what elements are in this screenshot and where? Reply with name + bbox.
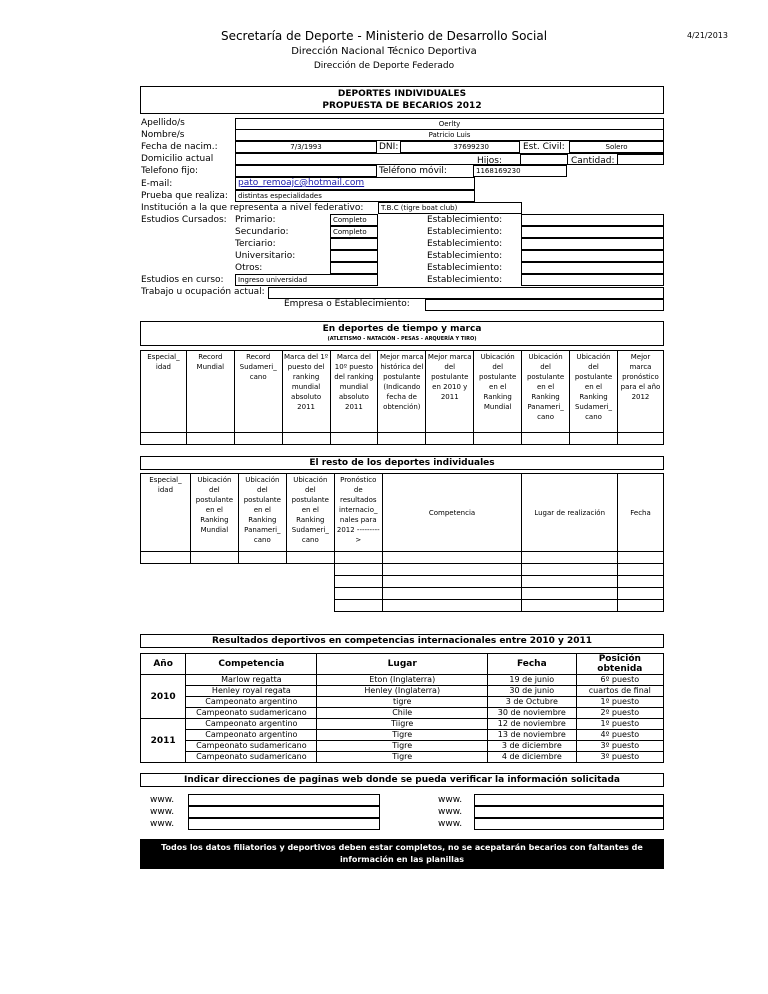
column-header: Competencia <box>186 654 317 675</box>
resto-table <box>140 473 664 612</box>
nombre-field[interactable]: Patricio Luis <box>235 129 664 141</box>
prueba-label: Prueba que realiza: <box>141 191 228 201</box>
estudio-nivel-label: Primario: <box>235 215 276 225</box>
estudio-nivel-label: Universitario: <box>235 251 296 261</box>
telefono-fijo-field[interactable] <box>235 165 377 177</box>
web-url-field[interactable] <box>188 818 380 830</box>
table-row <box>141 433 664 445</box>
table-row: Campeonato sudamericano Chile 30 de noviembre 2º puesto <box>141 708 664 719</box>
column-header: Fecha <box>618 474 664 552</box>
estudio-nivel-field[interactable] <box>330 238 378 250</box>
column-header: Mejor marca del postulante en 2010 y 2011 <box>426 351 474 433</box>
table-row <box>141 564 664 576</box>
tiempo-marca-section <box>140 321 664 346</box>
dni-label: DNI: <box>379 142 399 152</box>
column-header: Ubicación del postulante en el Ranking Sudameri_ cano <box>286 474 334 552</box>
hijos-label: Hijos: <box>477 156 502 166</box>
estado-civil-label: Est. Civil: <box>523 142 565 152</box>
estudios-en-curso-label: Estudios en curso: <box>141 275 224 285</box>
column-header: Especial_ idad <box>141 351 187 433</box>
form-title-line2: PROPUESTA DE BECARIOS 2012 <box>322 101 482 111</box>
empresa-label: Empresa o Establecimiento: <box>284 299 410 309</box>
trabajo-label: Trabajo u ocupación actual: <box>141 287 265 297</box>
establecimiento-field[interactable] <box>521 226 664 238</box>
direction-subtitle: Dirección Nacional Técnico Deportiva <box>291 46 477 57</box>
institucion-field[interactable]: T.B.C (tigre boat club) <box>378 202 522 214</box>
apellido-label: Apellido/s <box>141 118 185 128</box>
table-row: Campeonato argentino Tigre 13 de noviembre 4º puesto <box>141 730 664 741</box>
resto-section-title: El resto de los deportes individuales <box>140 456 664 470</box>
year-cell: 2011 <box>141 719 186 763</box>
tiempo-marca-table <box>140 350 664 445</box>
fecha-nacimiento-label: Fecha de nacim.: <box>141 142 218 152</box>
empresa-field[interactable] <box>425 299 664 311</box>
document-date: 4/21/2013 <box>686 31 728 40</box>
www-prefix: www. <box>150 795 175 805</box>
resultados-section-title: Resultados deportivos en competencias internacionales entre 2010 y 2011 <box>140 634 664 648</box>
column-header: Record Mundial <box>186 351 234 433</box>
estado-civil-field[interactable]: Solero <box>569 141 664 153</box>
column-header: Marca del 1º puesto del ranking mundial absoluto 2011 <box>282 351 330 433</box>
dni-field[interactable]: 37699230 <box>400 141 520 153</box>
establecimiento-field[interactable] <box>521 262 664 274</box>
column-header: Ubicación del postulante en el Ranking Mundial <box>474 351 522 433</box>
column-header: Record Sudameri_ cano <box>234 351 282 433</box>
footer-line2: información en las planillas <box>339 855 465 864</box>
estudio-nivel-field[interactable]: Completo <box>330 214 378 226</box>
estudio-nivel-field[interactable] <box>330 262 378 274</box>
table-row <box>141 576 664 588</box>
table-row: Campeonato sudamericano Tigre 4 de diciembre 3º puesto <box>141 752 664 763</box>
establecimiento-label: Establecimiento: <box>427 263 503 273</box>
estudio-nivel-field[interactable] <box>330 250 378 262</box>
estudio-nivel-label: Terciario: <box>235 239 276 249</box>
column-header: Lugar de realización <box>522 474 618 552</box>
footer-notice <box>140 839 664 869</box>
domicilio-label: Domicilio actual <box>141 154 214 164</box>
estudio-nivel-field[interactable]: Completo <box>330 226 378 238</box>
ministry-title: Secretaría de Deporte - Ministerio de Desarrollo Social <box>220 29 548 43</box>
telefono-movil-field[interactable]: 1168169230 <box>473 165 567 177</box>
web-url-field[interactable] <box>188 794 380 806</box>
form-title-line1: DEPORTES INDIVIDUALES <box>337 89 467 99</box>
prueba-field[interactable]: distintas especialidades <box>235 190 475 202</box>
footer-line1: Todos los datos filiatorios y deportivos deben estar completos, no se acepatarán becarios con faltantes de <box>161 843 643 852</box>
web-url-field[interactable] <box>474 806 664 818</box>
fecha-nacimiento-field[interactable]: 7/3/1993 <box>235 141 377 153</box>
table-row: Campeonato sudamericano Tigre 3 de diciembre 3º puesto <box>141 741 664 752</box>
estudio-nivel-label: Otros: <box>235 263 263 273</box>
column-header: Marca del 10º puesto del ranking mundial absoluto 2011 <box>330 351 378 433</box>
table-row: Campeonato argentino tigre 3 de Octubre 1º puesto <box>141 697 664 708</box>
establecimiento-label: Establecimiento: <box>427 227 503 237</box>
table-row <box>141 552 664 564</box>
year-cell: 2010 <box>141 675 186 719</box>
web-url-field[interactable] <box>474 818 664 830</box>
email-label: E-mail: <box>141 179 173 189</box>
telefono-movil-label: Teléfono móvil: <box>379 166 447 176</box>
cantidad-field[interactable] <box>617 154 664 165</box>
web-section-title: Indicar direcciones de paginas web donde se pueda verificar la información solicitada <box>140 773 664 787</box>
column-header: Mejor marca histórica del postulante (Indicando fecha de obtención) <box>378 351 426 433</box>
establecimiento-field[interactable] <box>521 274 664 286</box>
establecimiento-field[interactable] <box>521 238 664 250</box>
estudios-en-curso-field[interactable]: Ingreso universidad <box>235 274 378 286</box>
hijos-field[interactable] <box>520 154 568 165</box>
establecimiento-label: Establecimiento: <box>427 239 503 249</box>
email-link[interactable]: pato_remoajc@hotmail.com <box>238 178 365 188</box>
table-row: 2010 Marlow regatta Eton (Inglaterra) 19 de junio 6º puesto <box>141 675 664 686</box>
column-header: Año <box>141 654 186 675</box>
establecimiento-label: Establecimiento: <box>427 251 503 261</box>
www-prefix: www. <box>438 807 463 817</box>
table-row <box>141 600 664 612</box>
email-field[interactable] <box>235 177 475 190</box>
table-row: 2011 Campeonato argentino Tiigre 12 de noviembre 1º puesto <box>141 719 664 730</box>
column-header: Pronóstico de resultados internacio_ nales para 2012 ---------> <box>334 474 382 552</box>
form-title <box>140 86 664 114</box>
web-url-field[interactable] <box>474 794 664 806</box>
www-prefix: www. <box>438 795 463 805</box>
institucion-label: Institución a la que representa a nivel federativo: <box>141 203 364 213</box>
establecimiento-field[interactable] <box>521 250 664 262</box>
estudios-cursados-label: Estudios Cursados: <box>141 215 227 225</box>
nombre-label: Nombre/s <box>141 130 185 140</box>
www-prefix: www. <box>150 807 175 817</box>
column-header: Ubicación del postulante en el Ranking Mundial <box>190 474 238 552</box>
establecimiento-label: Establecimiento: <box>427 215 503 225</box>
column-header: Mejor marca pronóstico para el año 2012 <box>617 351 663 433</box>
department-subtitle: Dirección de Deporte Federado <box>313 61 455 71</box>
table-row <box>141 588 664 600</box>
estudio-nivel-label: Secundario: <box>235 227 289 237</box>
tiempo-marca-subtitle: (ATLETISMO - NATACIÓN - PESAS - ARQUERÍA Y TIRO) <box>327 336 477 342</box>
apellido-field[interactable]: Oerlty <box>235 118 664 130</box>
web-url-field[interactable] <box>188 806 380 818</box>
column-header: Fecha <box>487 654 576 675</box>
column-header: Competencia <box>382 474 522 552</box>
cantidad-label: Cantidad: <box>571 156 615 166</box>
tiempo-marca-title: En deportes de tiempo y marca <box>322 324 482 334</box>
table-row: Henley royal regata Henley (Inglaterra) 30 de junio cuartos de final <box>141 686 664 697</box>
www-prefix: www. <box>438 819 463 829</box>
column-header: Lugar <box>317 654 487 675</box>
column-header: Posición obtenida <box>576 654 663 675</box>
column-header: Especial_ idad <box>141 474 191 552</box>
column-header: Ubicación del postulante en el Ranking Panameri_ cano <box>238 474 286 552</box>
establecimiento-label: Establecimiento: <box>427 275 503 285</box>
column-header: Ubicación del postulante en el Ranking Sudameri_ cano <box>570 351 618 433</box>
telefono-fijo-label: Telefono fijo: <box>141 166 198 176</box>
establecimiento-field[interactable] <box>521 214 664 226</box>
column-header: Ubicación del postulante en el Ranking Panameri_ cano <box>522 351 570 433</box>
resultados-table <box>140 653 664 763</box>
www-prefix: www. <box>150 819 175 829</box>
